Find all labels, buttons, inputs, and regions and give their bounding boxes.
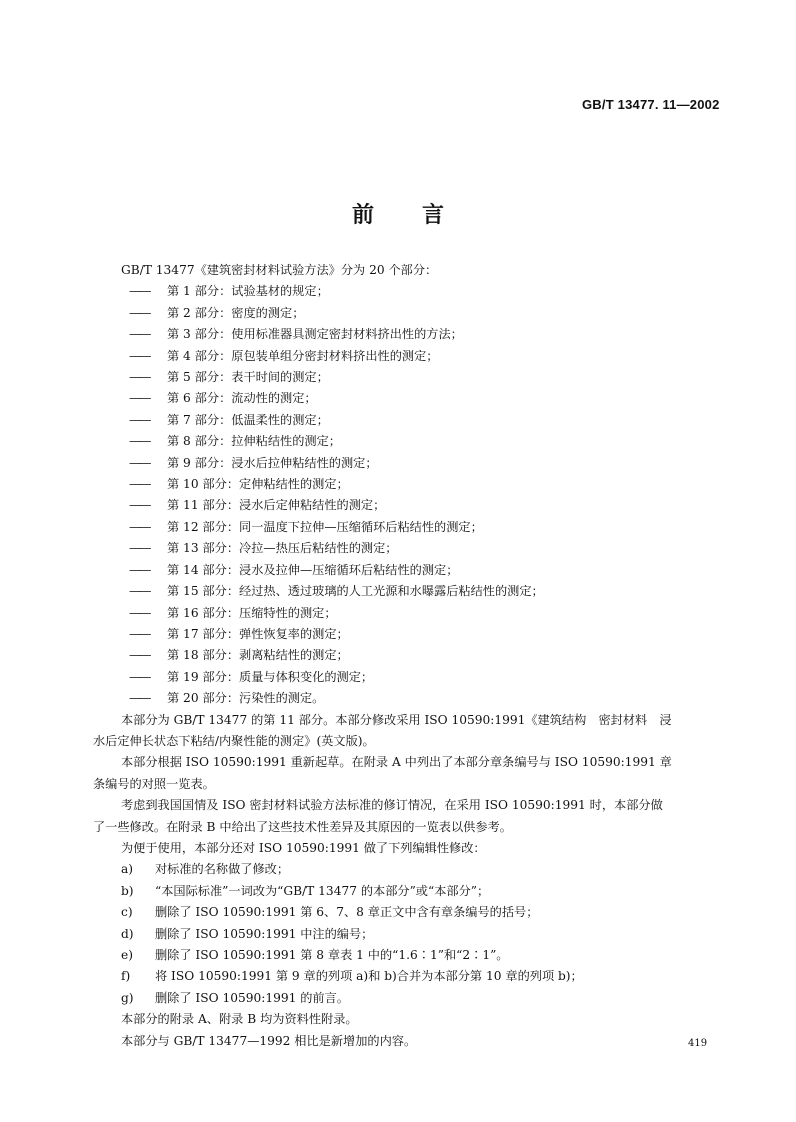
intro-paragraph: GB/T 13477《建筑密封材料试验方法》分为 20 个部分：: [121, 263, 438, 277]
part-item: —— 第 20 部分：污染性的测定。: [129, 691, 325, 706]
edit-item: e) 删除了 ISO 10590:1991 第 8 章表 1 中的“1.6∶1”和“2∶1”。: [121, 948, 509, 962]
paragraph-new-content: 本部分与 GB/T 13477—1992 相比是新增加的内容。: [121, 1033, 417, 1048]
standard-code: GB/T 13477. 11—2002: [582, 97, 720, 112]
edit-item: b) “本国际标准”一词改为“GB/T 13477 的本部分”或“本部分”；: [121, 883, 490, 898]
page-number: 419: [688, 1038, 708, 1049]
paragraph-modifications-cont: 了一些修改。在附录 B 中给出了这些技术性差异及其原因的一览表以供参考。: [93, 819, 512, 834]
paragraph-redraft: 本部分根据 ISO 10590:1991 重新起草。在附录 A 中列出了本部分章条编号与 ISO 10590:1991 章: [121, 755, 672, 770]
paragraph-annex: 本部分的附录 A、附录 B 均为资料性附录。: [121, 1012, 358, 1027]
part-item: —— 第 7 部分：低温柔性的测定；: [129, 412, 329, 427]
parts-list: [93, 281, 753, 709]
part-item: —— 第 10 部分：定伸粘结性的测定；: [129, 477, 349, 492]
part-item: —— 第 15 部分：经过热、透过玻璃的人工光源和水曝露后粘结性的测定；: [129, 584, 544, 599]
paragraph-editorial: 为便于使用，本部分还对 ISO 10590:1991 做了下列编辑性修改：: [121, 840, 486, 855]
part-item: —— 第 13 部分：冷拉—热压后粘结性的测定；: [129, 541, 398, 556]
edit-item: c) 删除了 ISO 10590:1991 第 6、7、8 章正文中含有章条编号的括号；: [121, 905, 539, 920]
paragraph-redraft-cont: 条编号的对照一览表。: [93, 776, 215, 791]
document-body: [93, 260, 753, 1052]
edit-item: d) 删除了 ISO 10590:1991 中注的编号；: [121, 926, 374, 941]
paragraph-adoption: 本部分为 GB/T 13477 的第 11 部分。本部分修改采用 ISO 10590:1991《建筑结构 密封材料 浸: [121, 712, 672, 727]
edit-item: g) 删除了 ISO 10590:1991 的前言。: [121, 990, 349, 1005]
title-char-2: 言: [422, 203, 445, 228]
part-item: —— 第 17 部分：弹性恢复率的测定；: [129, 626, 349, 641]
part-item: —— 第 4 部分：原包装单组分密封材料挤出性的测定；: [129, 348, 439, 363]
part-item: —— 第 12 部分：同一温度下拉伸—压缩循环后粘结性的测定；: [129, 519, 483, 534]
part-item: —— 第 5 部分：表干时间的测定；: [129, 370, 329, 385]
part-item: —— 第 8 部分：拉伸粘结性的测定；: [129, 434, 341, 449]
edit-item: f) 将 ISO 10590:1991 第 9 章的列项 a)和 b)合并为本部分第 10 章的列项 b)；: [121, 969, 583, 984]
part-item: —— 第 1 部分：试验基材的规定；: [129, 284, 329, 299]
part-item: —— 第 19 部分：质量与体积变化的测定；: [129, 669, 374, 684]
part-item: —— 第 11 部分：浸水后定伸粘结性的测定；: [129, 498, 386, 513]
part-item: —— 第 18 部分：剥离粘结性的测定；: [129, 648, 349, 663]
editorial-list: [93, 859, 753, 1009]
part-item: —— 第 9 部分：浸水后拉伸粘结性的测定；: [129, 455, 378, 470]
part-item: —— 第 3 部分：使用标准器具测定密封材料挤出性的方法；: [129, 327, 463, 342]
paragraph-adoption-cont: 水后定伸长状态下粘结/内聚性能的测定》(英文版)。: [93, 733, 375, 748]
edit-item: a) 对标准的名称做了修改；: [121, 862, 290, 877]
part-item: —— 第 14 部分：浸水及拉伸—压缩循环后粘结性的测定；: [129, 562, 459, 577]
title-char-1: 前: [351, 203, 374, 228]
part-item: —— 第 2 部分：密度的测定；: [129, 305, 305, 320]
paragraph-modifications: 考虑到我国国情及 ISO 密封材料试验方法标准的修订情况，在采用 ISO 10590:1991 时，本部分做: [121, 798, 663, 813]
page-title: [0, 198, 796, 229]
part-item: —— 第 6 部分：流动性的测定；: [129, 391, 317, 406]
part-item: —— 第 16 部分：压缩特性的测定；: [129, 605, 337, 620]
